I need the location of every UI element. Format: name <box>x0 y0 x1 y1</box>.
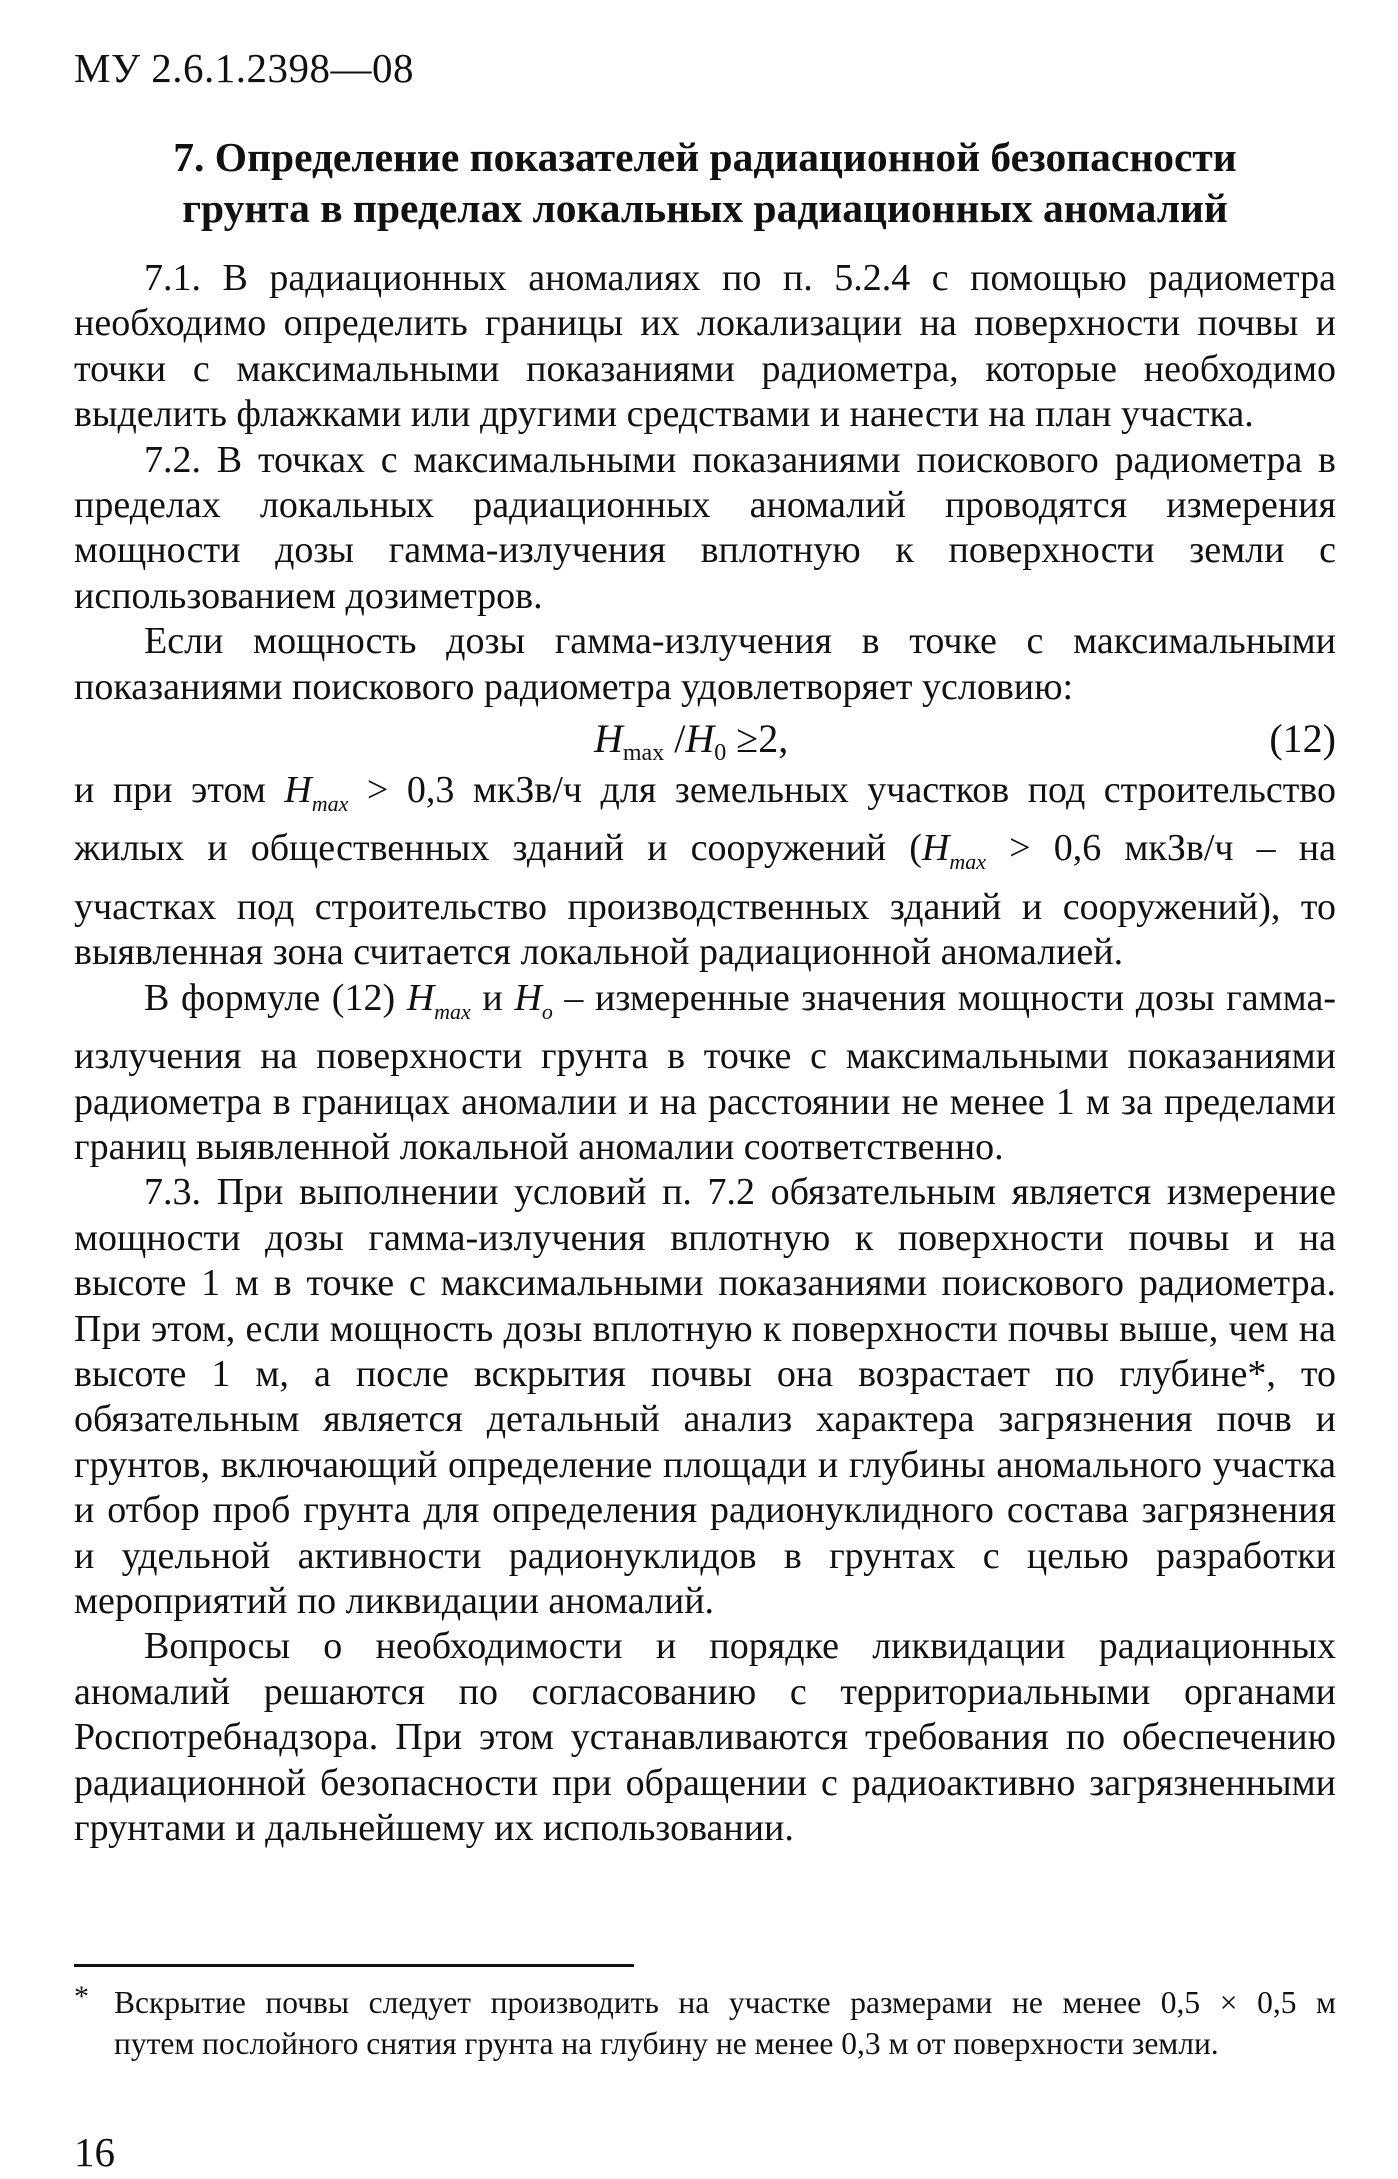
symbol-h-max-1 <box>284 769 349 817</box>
footnote <box>74 1982 1336 2064</box>
formula-explanation-part-2: и <box>470 976 515 1019</box>
symbol-h: H <box>406 976 435 1019</box>
paragraph-7-3: 7.3. При выполнении условий п. 7.2 обязательным является измерение мощности дозы гамма-излучения вплотную к поверхности почвы и на высоте 1 м в точке с максимальными показаниями поискового радиометра. При этом, если мощность дозы вплотную к поверхности почвы выше, чем на высоте 1 м, а после вскрытия почвы она возрастает по глубине*, то обязательным является детальный анализ характера загрязнения почв и грунтов, включающий определение площади и глубины аномального участка и отбор проб грунта для определения радионуклидного состава загрязнения и удельной активности радионуклидов в грунтах с целью разработки мероприятий по ликвидации аномалий. <box>74 1171 1336 1622</box>
formula-row <box>74 710 1336 768</box>
symbol-sub-max: max <box>434 998 471 1024</box>
formula-h-0: H <box>685 716 715 762</box>
formula-sub-0: 0 <box>714 740 727 767</box>
symbol-h-max-2 <box>921 827 987 875</box>
section-title-line-1: 7. Определение показателей радиационной безопасности <box>173 134 1237 180</box>
paragraph-7-1: 7.1. В радиационных аномалиях по п. 5.2.4 с помощью радиометра необходимо определить границы их локализации на поверхности почвы и точки с максимальными показаниями радиометра, которые необходимо выделить флажками или другими средствами и нанести на план участка. <box>74 257 1336 436</box>
footnote-divider <box>74 1964 634 1967</box>
paragraph-7-2: 7.2. В точках с максимальными показаниями поискового радиометра в пределах локальных радиационных аномалий проводятся измерения мощности дозы гамма-излучения вплотную к поверхности земли с использованием дозиметров. <box>74 438 1336 617</box>
paragraph-after-formula-part-2: > 0,3 мкЗв/ч для земельных участков под строительство жилых и общественных зданий и сооружений ( <box>74 769 1336 870</box>
paragraph-formula-explanation <box>74 976 1336 1171</box>
section-title <box>74 132 1336 234</box>
footnote-mark: * <box>74 1980 89 2013</box>
footnote-line-1 <box>74 1982 1336 2023</box>
paragraph-after-formula-part-1: и при этом <box>74 769 285 812</box>
page-number: 16 <box>74 2129 115 2175</box>
document-page <box>74 40 1336 2175</box>
formula-explanation-part-1: В формуле (12) <box>144 976 407 1019</box>
symbol-h: H <box>284 769 312 812</box>
formula-explanation-part-3: – измеренные значения мощности дозы гамма-излучения на поверхности грунта в точке с максимальными показаниями радиометра в границах аномалии и на расстоянии не менее 1 м за пределами границ выявленной локальной аномалии соответственно. <box>74 976 1336 1168</box>
paragraph-after-formula <box>74 768 1336 976</box>
formula-sub-max: max <box>622 740 665 767</box>
formula-number: (12) <box>1269 716 1336 762</box>
formula-slash: / <box>664 716 686 762</box>
section-title-line-2: грунта в пределах локальных радиационных аномалий <box>182 185 1228 231</box>
footnote-line-2: путем послойного снятия грунта на глубину не менее 0,3 м от поверхности земли. <box>114 2026 1219 2061</box>
section-body <box>74 256 1336 1851</box>
symbol-h-max-3 <box>406 976 471 1024</box>
document-code-header: МУ 2.6.1.2398—08 <box>74 45 414 91</box>
formula-12 <box>594 710 788 782</box>
formula-h-max: H <box>594 716 623 762</box>
paragraph-questions: Вопросы о необходимости и порядке ликвидации радиационных аномалий решаются по согласованию с территориальными органами Роспотребнадзора. При этом устанавливаются требования по обеспечению радиационной безопасности при обращении с радиоактивно загрязненными грунтами и дальнейшему их использовании. <box>74 1625 1336 1849</box>
symbol-sub-max: max <box>949 849 987 875</box>
formula-inequality: ≥2, <box>726 716 789 762</box>
footnote-line-1-text: Вскрытие почвы следует производить на участке размерами не менее 0,5 × 0,5 м <box>114 1985 1336 2020</box>
symbol-sub-o: o <box>541 998 553 1024</box>
paragraph-after-formula-part-3: > 0,6 мкЗв/ч – на участках под строительство производственных зданий и сооружений), то выявленная зона считается локальной радиационной аномалией. <box>74 827 1336 974</box>
symbol-sub-max: max <box>311 791 349 817</box>
symbol-h-o <box>514 976 553 1024</box>
symbol-h: H <box>921 827 950 870</box>
symbol-h: H <box>514 976 542 1019</box>
paragraph-condition: Если мощность дозы гамма-излучения в точке с максимальными показаниями поискового радиометра удовлетворяет условию: <box>74 620 1336 708</box>
